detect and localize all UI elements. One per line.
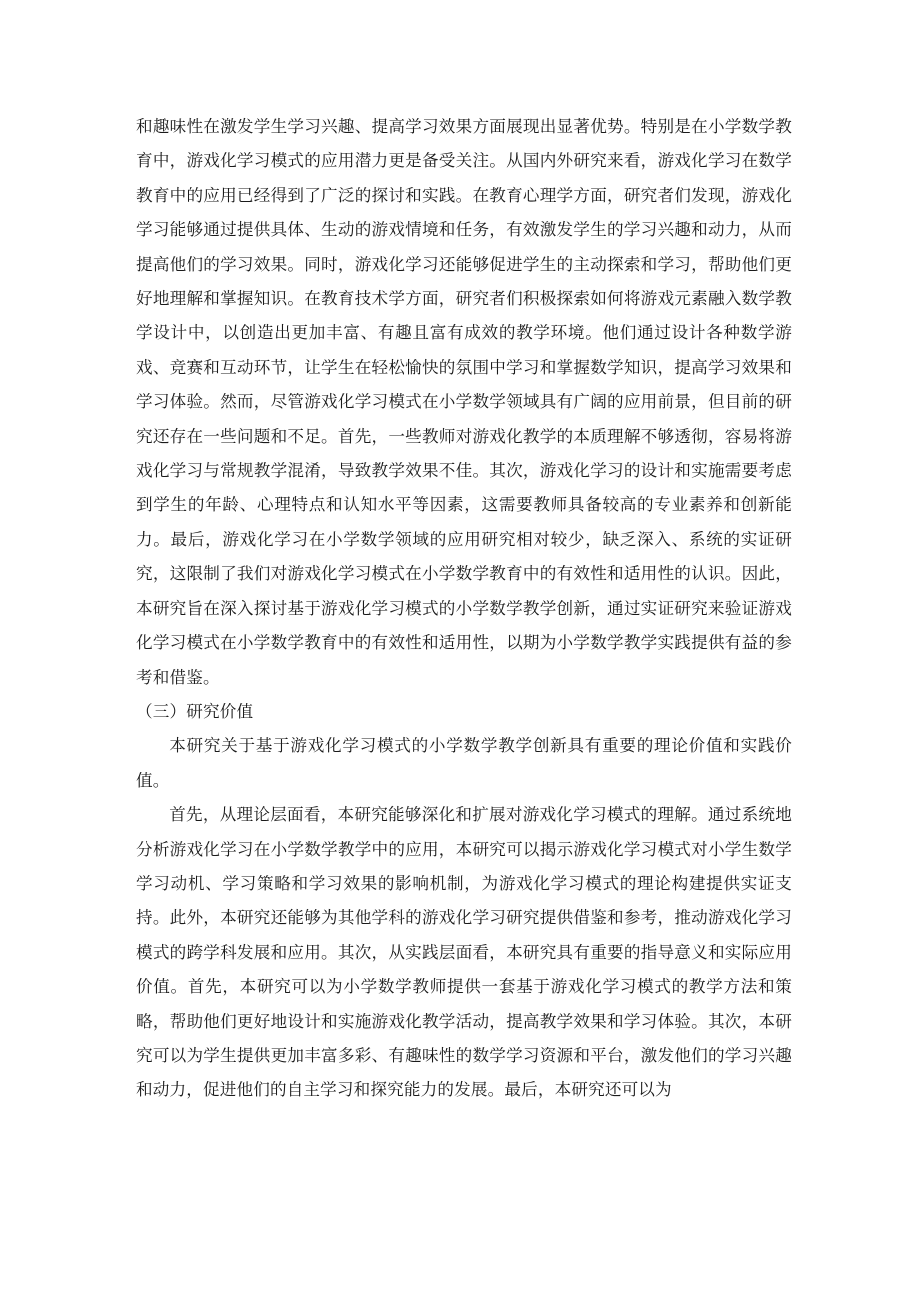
continuation-paragraph: 和趣味性在激发学生学习兴趣、提高学习效果方面展现出显著优势。特别是在小学数学教育中，游戏化学习模式的应用潜力更是备受关注。从国内外研究来看，游戏化学习在数学教育中的应用已经得到了广泛的探讨和实践。在教育心理学方面，研究者们发现，游戏化学习能够通过提供具体、生动的游戏情境和任务，有效激发学生的学习兴趣和动力，从而提高他们的学习效果。同时，游戏化学习还能够促进学生的主动探索和学习，帮助他们更好地理解和掌握知识。在教育技术学方面，研究者们积极探索如何将游戏元素融入数学教学设计中，以创造出更加丰富、有趣且富有成效的教学环境。他们通过设计各种数学游戏、竞赛和互动环节，让学生在轻松愉快的氛围中学习和掌握数学知识，提高学习效果和学习体验。然而，尽管游戏化学习模式在小学数学领域具有广阔的应用前景，但目前的研究还存在一些问题和不足。首先，一些教师对游戏化教学的本质理解不够透彻，容易将游戏化学习与常规教学混淆，导致教学效果不佳。其次，游戏化学习的设计和实施需要考虑到学生的年龄、心理特点和认知水平等因素，这需要教师具备较高的专业素养和创新能力。最后，游戏化学习在小学数学领域的应用研究相对较少，缺乏深入、系统的实证研究，这限制了我们对游戏化学习模式在小学数学教育中的有效性和适用性的认识。因此，本研究旨在深入探讨基于游戏化学习模式的小学数学教学创新，通过实证研究来验证游戏化学习模式在小学数学教育中的有效性和适用性，以期为小学数学教学实践提供有益的参考和借鉴。: [136, 117, 792, 687]
document-body: [136, 110, 792, 1108]
value-detail-paragraph: 首先，从理论层面看，本研究能够深化和扩展对游戏化学习模式的理解。通过系统地分析游戏化学习在小学数学教学中的应用，本研究可以揭示游戏化学习模式对小学生数学学习动机、学习策略和学习效果的影响机制，为游戏化学习模式的理论构建提供实证支持。此外，本研究还能够为其他学科的游戏化学习研究提供借鉴和参考，推动游戏化学习模式的跨学科发展和应用。其次，从实践层面看，本研究具有重要的指导意义和实际应用价值。首先，本研究可以为小学数学教师提供一套基于游戏化学习模式的教学方法和策略，帮助他们更好地设计和实施游戏化教学活动，提高教学效果和学习体验。其次，本研究可以为学生提供更加丰富多彩、有趣味性的数学学习资源和平台，激发他们的学习兴趣和动力，促进他们的自主学习和探究能力的发展。最后，本研究还可以为: [136, 805, 792, 1100]
value-intro-paragraph: 本研究关于基于游戏化学习模式的小学数学教学创新具有重要的理论价值和实践价值。: [136, 736, 792, 790]
section-heading: （三）研究价值: [136, 701, 254, 721]
